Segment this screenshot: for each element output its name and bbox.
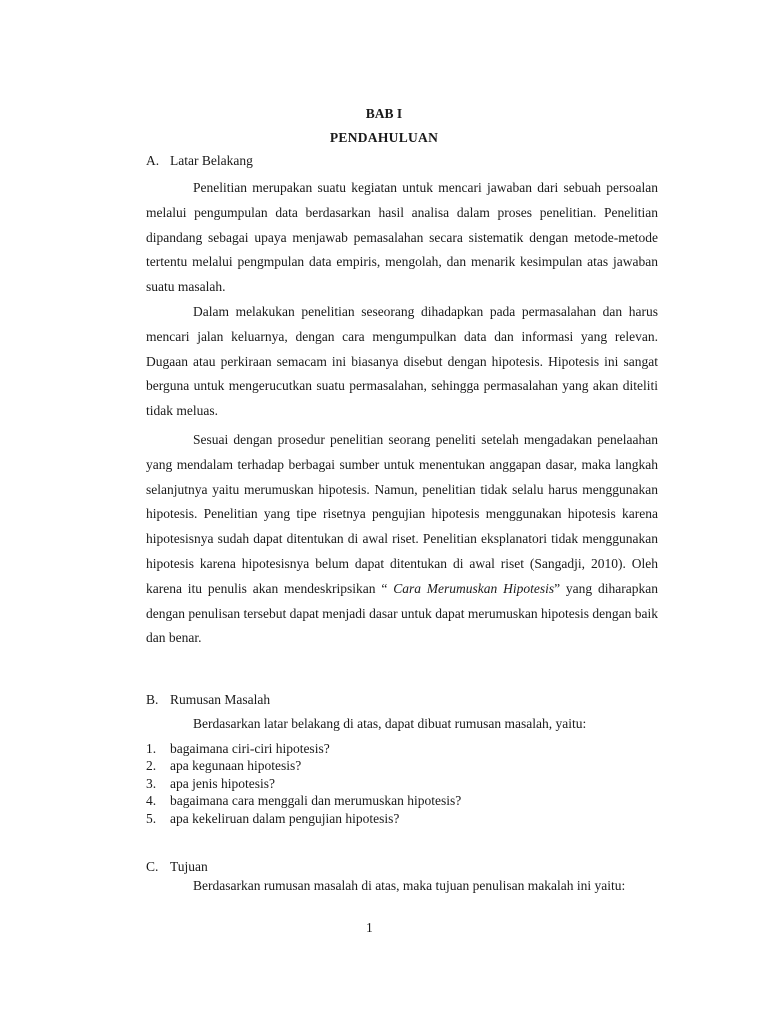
- chapter-label: BAB I: [365, 106, 403, 121]
- list-item: 1. bagaimana ciri-ciri hipotesis?: [146, 741, 330, 756]
- section-c-letter: C.: [146, 859, 159, 874]
- section-a-paragraph-3: Sesuai dengan prosedur penelitian seorang peneliti setelah mengadakan penelaahan yang mendalam terhadap berbagai sumber untuk menentukan anggapan dasar, maka langkah selanjutnya yaitu merumuskan hipotesis. Namun, penelitian tidak selalu harus menggunakan hipotesis. Penelitian yang tipe risetnya pengujian hipotesis menggunakan hipotesis karena hipotesisnya sudah dapat ditentukan di awal riset. Penelitian eksplanatori tidak menggunakan hipotesis karena hipotesisnya belum dapat ditentukan di awal riset (Sangadji, 2010). Oleh karena itu penulis akan mendeskripsikan “ Cara Merumuskan Hipotesis” yang diharapkan dengan penulisan tersebut dapat menjadi dasar untuk dapat merumuskan hipotesis dengan baik dan benar.: [146, 432, 658, 646]
- section-b-intro: Berdasarkan latar belakang di atas, dapat dibuat rumusan masalah, yaitu:: [193, 716, 587, 731]
- section-a-letter: A.: [146, 153, 160, 168]
- section-a-paragraph-2: Dalam melakukan penelitian seseorang dihadapkan pada permasalahan dan harus mencari jalan keluarnya, dengan cara mengumpulkan data dan informasi yang relevan. Dugaan atau perkiraan semacam ini biasanya disebut dengan hipotesis. Hipotesis ini sangat berguna untuk mengerucutkan suatu permasalahan, sehingga permasalahan yang akan diteliti tidak meluas.: [146, 304, 658, 419]
- list-item: 3. apa jenis hipotesis?: [146, 775, 275, 791]
- list-item: 5. apa kekeliruan dalam pengujian hipotesis?: [146, 810, 400, 826]
- section-a-title: Latar Belakang: [170, 153, 253, 168]
- list-item: 4. bagaimana cara menggali dan merumuskan hipotesis?: [146, 793, 462, 809]
- list-item: 2. apa kegunaan hipotesis?: [146, 758, 302, 774]
- section-b-title: Rumusan Masalah: [170, 692, 271, 707]
- section-c-title: Tujuan: [170, 859, 208, 874]
- section-b-letter: B.: [146, 692, 159, 707]
- section-a-heading: [146, 151, 253, 171]
- section-c-intro: Berdasarkan rumusan masalah di atas, maka tujuan penulisan makalah ini yaitu:: [193, 878, 626, 893]
- italic-title: Cara Merumuskan Hipotesis: [393, 580, 555, 596]
- section-b-heading: [146, 690, 270, 710]
- chapter-title: PENDAHULUAN: [329, 130, 439, 145]
- page-number: 1: [366, 920, 373, 935]
- research-questions-list: [146, 740, 461, 827]
- section-a-paragraph-1: Penelitian merupakan suatu kegiatan untuk mencari jawaban dari sebuah persoalan melalui pengumpulan data berdasarkan hasil analisa dalam proses penelitian. Penelitian dipandang sebagai upaya menjawab pemasalahan secara sistematik dengan metode-metode tertentu melalui pengmpulan data empiris, mengolah, dan menarik kesimpulan atas jawaban suatu masalah.: [146, 180, 658, 295]
